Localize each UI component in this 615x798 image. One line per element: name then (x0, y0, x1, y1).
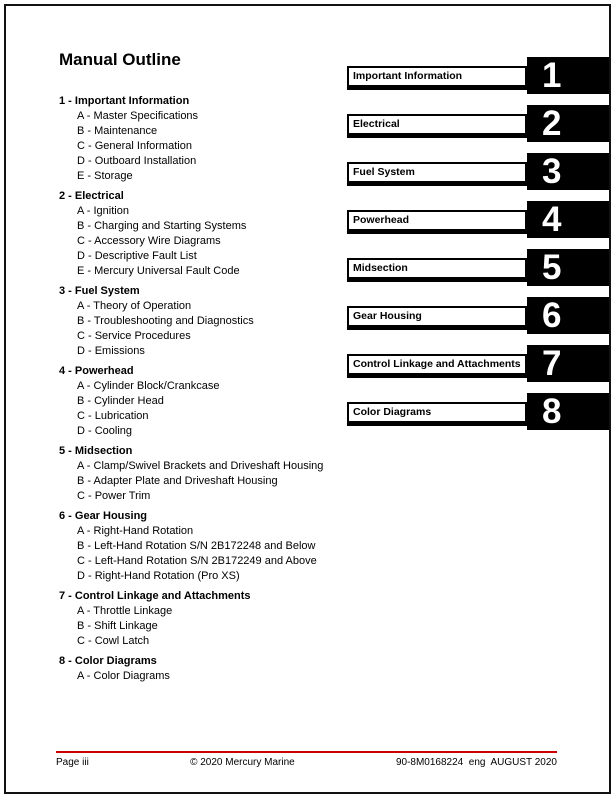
tab-number: 5 (542, 248, 562, 287)
outline-section-items (59, 524, 359, 584)
outline-item: B - Cylinder Head (77, 395, 164, 407)
tab-row (347, 345, 609, 382)
tab-number-block (527, 105, 609, 142)
outline-item: D - Emissions (77, 345, 145, 357)
tab-number-block (527, 393, 609, 430)
outline-section-title: 1 - Important Information (59, 95, 190, 107)
tab-label: Electrical (347, 114, 527, 138)
tab-number-block (527, 249, 609, 286)
tab-number-block (527, 297, 609, 334)
outline-section-title: 2 - Electrical (59, 190, 124, 202)
tab-number-block (527, 153, 609, 190)
outline-list (59, 94, 359, 689)
outline-section (59, 94, 359, 184)
outline-item: E - Mercury Universal Fault Code (77, 265, 240, 277)
tab-number: 1 (542, 56, 562, 95)
footer-page-number: Page iii (56, 757, 89, 768)
tab-label: Midsection (347, 258, 527, 282)
outline-section (59, 654, 359, 684)
outline-item: C - Power Trim (77, 490, 151, 502)
tab-row (347, 57, 609, 94)
tab-label: Important Information (347, 66, 527, 90)
outline-item: B - Shift Linkage (77, 620, 158, 632)
outline-item: B - Maintenance (77, 125, 158, 137)
outline-item: C - Cowl Latch (77, 635, 150, 647)
outline-item: D - Cooling (77, 425, 133, 437)
outline-section (59, 364, 359, 439)
tab-number-block (527, 57, 609, 94)
outline-item: A - Color Diagrams (77, 670, 170, 682)
outline-section-items (59, 459, 359, 504)
outline-section-items (59, 109, 359, 184)
outline-section (59, 509, 359, 584)
outline-item: C - Lubrication (77, 410, 149, 422)
page-footer (56, 751, 557, 768)
tab-row (347, 201, 609, 238)
outline-section-title: 5 - Midsection (59, 445, 133, 457)
outline-item: B - Left-Hand Rotation S/N 2B172248 and Below (77, 540, 316, 552)
outline-item: A - Theory of Operation (77, 300, 192, 312)
tab-number: 4 (542, 200, 562, 239)
outline-item: C - Service Procedures (77, 330, 191, 342)
tab-label: Fuel System (347, 162, 527, 186)
outline-section-items (59, 204, 359, 279)
tab-row (347, 297, 609, 334)
outline-item: A - Throttle Linkage (77, 605, 173, 617)
tab-label: Control Linkage and Attachments (347, 354, 527, 378)
tab-number: 7 (542, 344, 562, 383)
outline-section-title: 8 - Color Diagrams (59, 655, 157, 667)
tab-number: 2 (542, 104, 562, 143)
outline-item: B - Adapter Plate and Driveshaft Housing (77, 475, 278, 487)
tab-row (347, 105, 609, 142)
outline-item: B - Charging and Starting Systems (77, 220, 247, 232)
outline-item: C - Left-Hand Rotation S/N 2B172249 and Above (77, 555, 317, 567)
manual-page (4, 4, 611, 794)
outline-item: D - Right-Hand Rotation (Pro XS) (77, 570, 240, 582)
outline-section-title: 7 - Control Linkage and Attachments (59, 590, 251, 602)
outline-section (59, 284, 359, 359)
outline-section-title: 3 - Fuel System (59, 285, 140, 297)
outline-item: A - Ignition (77, 205, 129, 217)
footer-copyright: © 2020 Mercury Marine (190, 757, 295, 768)
outline-item: B - Troubleshooting and Diagnostics (77, 315, 254, 327)
tab-label: Powerhead (347, 210, 527, 234)
tab-row (347, 249, 609, 286)
outline-item: D - Descriptive Fault List (77, 250, 197, 262)
outline-section-items (59, 669, 359, 684)
tab-row (347, 153, 609, 190)
outline-section-items (59, 379, 359, 439)
tab-index (347, 57, 609, 441)
footer-document-number: 90-8M0168224 eng AUGUST 2020 (395, 757, 557, 768)
outline-section-title: 6 - Gear Housing (59, 510, 148, 522)
tab-number: 3 (542, 152, 562, 191)
outline-item: A - Right-Hand Rotation (77, 525, 194, 537)
outline-item: D - Outboard Installation (77, 155, 197, 167)
tab-row (347, 393, 609, 430)
tab-number-block (527, 201, 609, 238)
outline-item: A - Clamp/Swivel Brackets and Driveshaft Housing (77, 460, 324, 472)
outline-section (59, 444, 359, 504)
outline-section-items (59, 299, 359, 359)
outline-item: A - Cylinder Block/Crankcase (77, 380, 220, 392)
tab-number: 6 (542, 296, 562, 335)
outline-item: A - Master Specifications (77, 110, 199, 122)
tab-label: Gear Housing (347, 306, 527, 330)
tab-label: Color Diagrams (347, 402, 527, 426)
outline-section (59, 189, 359, 279)
outline-section-title: 4 - Powerhead (59, 365, 134, 377)
outline-item: C - Accessory Wire Diagrams (77, 235, 221, 247)
tab-number: 8 (542, 392, 562, 431)
tab-number-block (527, 345, 609, 382)
outline-section-items (59, 604, 359, 649)
page-title: Manual Outline (59, 50, 181, 69)
outline-section (59, 589, 359, 649)
outline-item: E - Storage (77, 170, 133, 182)
outline-item: C - General Information (77, 140, 192, 152)
